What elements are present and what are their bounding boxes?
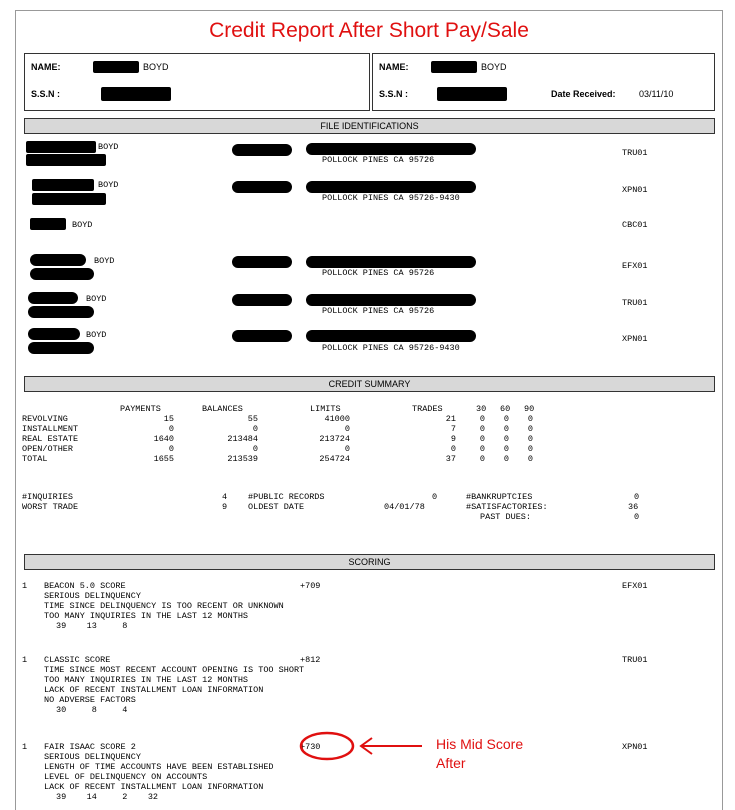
summary-cell-trades: 7	[450, 424, 456, 434]
file-id-name: BOYD	[98, 142, 119, 152]
col-header: 30	[476, 404, 487, 414]
score-source-code: EFX01	[622, 581, 648, 591]
score-reason: TOO MANY INQUIRIES IN THE LAST 12 MONTHS	[44, 675, 249, 685]
bankruptcies-label: #BANKRUPTCIES	[466, 492, 533, 502]
col-header: 90	[524, 404, 535, 414]
summary-cell-trades: 21	[445, 414, 456, 424]
col-header: LIMITS	[310, 404, 341, 414]
report-title: Credit Report After Short Pay/Sale	[209, 19, 529, 42]
oldest-date-value: 04/01/78	[384, 502, 425, 512]
summary-cell-d30: 0	[479, 444, 485, 454]
col-header: TRADES	[412, 404, 443, 414]
file-id-name: BOYD	[86, 330, 107, 340]
summary-cell-d90: 0	[527, 454, 533, 464]
file-id-address: POLLOCK PINES CA 95726	[322, 155, 435, 165]
summary-cell-d90: 0	[527, 414, 533, 424]
file-id-code: TRU01	[622, 148, 648, 158]
score-reason: TIME SINCE MOST RECENT ACCOUNT OPENING IS TOO SHORT	[44, 665, 305, 675]
file-id-name: BOYD	[86, 294, 107, 304]
summary-row-label: REVOLVING	[22, 414, 68, 424]
summary-cell-payments: 0	[168, 424, 174, 434]
summary-cell-payments: 0	[168, 444, 174, 454]
score-reason: LACK OF RECENT INSTALLMENT LOAN INFORMATION	[44, 685, 264, 695]
score-reason: TIME SINCE DELINQUENCY IS TOO RECENT OR UNKNOWN	[44, 601, 284, 611]
ssn-label: S.S.N :	[31, 89, 61, 99]
summary-cell-payments: 15	[163, 414, 174, 424]
score-value: +709	[300, 581, 321, 591]
score-reason: SERIOUS DELINQUENCY	[44, 752, 141, 762]
summary-cell-d30: 0	[479, 454, 485, 464]
summary-cell-payments: 1655	[153, 454, 174, 464]
score-reason: LACK OF RECENT INSTALLMENT LOAN INFORMATION	[44, 782, 264, 792]
file-id-name: BOYD	[72, 220, 93, 230]
annotation-overlay	[16, 11, 722, 810]
score-name: FAIR ISAAC SCORE 2	[44, 742, 136, 752]
worst-trade-label: WORST TRADE	[22, 502, 79, 512]
summary-cell-trades: 9	[450, 434, 456, 444]
file-id-address: POLLOCK PINES CA 95726-9430	[322, 193, 460, 203]
public-records-value: 0	[432, 492, 438, 502]
file-id-name: BOYD	[94, 256, 115, 266]
summary-cell-d60: 0	[503, 424, 509, 434]
name-label-right: NAME:	[379, 62, 409, 72]
public-records-label: #PUBLIC RECORDS	[248, 492, 325, 502]
file-id-address: POLLOCK PINES CA 95726-9430	[322, 343, 460, 353]
credit-summary-heading: CREDIT SUMMARY	[24, 376, 715, 392]
score-reason: LENGTH OF TIME ACCOUNTS HAVE BEEN ESTABLISHED	[44, 762, 274, 772]
summary-cell-balances: 55	[247, 414, 258, 424]
summary-cell-balances: 0	[252, 424, 258, 434]
summary-row-label: OPEN/OTHER	[22, 444, 74, 454]
score-reason: NO ADVERSE FACTORS	[44, 695, 136, 705]
past-dues-value: 0	[634, 512, 640, 522]
summary-cell-balances: 0	[252, 444, 258, 454]
left-name-value: BOYD	[143, 62, 169, 72]
bankruptcies-value: 0	[634, 492, 640, 502]
score-reason-codes: 39 13 8	[56, 621, 128, 631]
date-received-label: Date Received:	[551, 89, 616, 99]
summary-cell-balances: 213484	[227, 434, 258, 444]
file-id-address: POLLOCK PINES CA 95726	[322, 268, 435, 278]
score-reason: SERIOUS DELINQUENCY	[44, 591, 141, 601]
summary-cell-limits: 41000	[324, 414, 350, 424]
inquiries-value: 4	[222, 492, 228, 502]
score-source-code: XPN01	[622, 742, 648, 752]
col-header: PAYMENTS	[120, 404, 161, 414]
summary-cell-limits: 0	[344, 444, 350, 454]
score-reason-codes: 30 8 4	[56, 705, 128, 715]
col-header: 60	[500, 404, 511, 414]
file-id-code: EFX01	[622, 261, 648, 271]
past-dues-label: PAST DUES:	[480, 512, 532, 522]
score-reason: LEVEL OF DELINQUENCY ON ACCOUNTS	[44, 772, 208, 782]
summary-cell-trades: 37	[445, 454, 456, 464]
summary-cell-d90: 0	[527, 444, 533, 454]
summary-row-label: INSTALLMENT	[22, 424, 79, 434]
file-id-code: TRU01	[622, 298, 648, 308]
summary-row-label: TOTAL	[22, 454, 48, 464]
summary-cell-payments: 1640	[153, 434, 174, 444]
score-value: +812	[300, 655, 321, 665]
score-name: BEACON 5.0 SCORE	[44, 581, 126, 591]
summary-cell-trades: 0	[450, 444, 456, 454]
ssn-label-right: S.S.N :	[379, 89, 409, 99]
summary-cell-d60: 0	[503, 434, 509, 444]
summary-row-label: REAL ESTATE	[22, 434, 79, 444]
worst-trade-value: 9	[222, 502, 228, 512]
oldest-date-label: OLDEST DATE	[248, 502, 305, 512]
summary-cell-d90: 0	[527, 424, 533, 434]
file-id-name: BOYD	[98, 180, 119, 190]
file-id-code: CBC01	[622, 220, 648, 230]
right-name-value: BOYD	[481, 62, 507, 72]
file-id-code: XPN01	[622, 334, 648, 344]
summary-cell-limits: 254724	[319, 454, 350, 464]
file-identifications-heading: FILE IDENTIFICATIONS	[24, 118, 715, 134]
file-id-code: XPN01	[622, 185, 648, 195]
summary-cell-limits: 0	[344, 424, 350, 434]
score-name: CLASSIC SCORE	[44, 655, 111, 665]
score-value: +730	[300, 742, 321, 752]
satisfactories-label: #SATISFACTORIES:	[466, 502, 548, 512]
score-index: 1	[22, 655, 28, 665]
score-reason: TOO MANY INQUIRIES IN THE LAST 12 MONTHS	[44, 611, 249, 621]
file-id-address: POLLOCK PINES CA 95726	[322, 306, 435, 316]
date-received-value: 03/11/10	[639, 89, 674, 99]
scoring-heading: SCORING	[24, 554, 715, 570]
summary-cell-d90: 0	[527, 434, 533, 444]
summary-cell-d30: 0	[479, 424, 485, 434]
score-reason-codes: 39 14 2 32	[56, 792, 159, 802]
score-source-code: TRU01	[622, 655, 648, 665]
score-index: 1	[22, 742, 28, 752]
summary-cell-limits: 213724	[319, 434, 350, 444]
summary-cell-balances: 213539	[227, 454, 258, 464]
summary-cell-d30: 0	[479, 434, 485, 444]
score-index: 1	[22, 581, 28, 591]
inquiries-label: #INQUIRIES	[22, 492, 74, 502]
name-label: NAME:	[31, 62, 61, 72]
annotation-text-line1: His Mid Score	[436, 736, 524, 752]
satisfactories-value: 36	[628, 502, 639, 512]
credit-report-page	[15, 10, 723, 810]
summary-cell-d60: 0	[503, 414, 509, 424]
score-circle-annotation	[301, 733, 353, 759]
summary-cell-d60: 0	[503, 444, 509, 454]
annotation-text-line2: After	[436, 755, 466, 771]
col-header: BALANCES	[202, 404, 243, 414]
summary-cell-d60: 0	[503, 454, 509, 464]
summary-cell-d30: 0	[479, 414, 485, 424]
